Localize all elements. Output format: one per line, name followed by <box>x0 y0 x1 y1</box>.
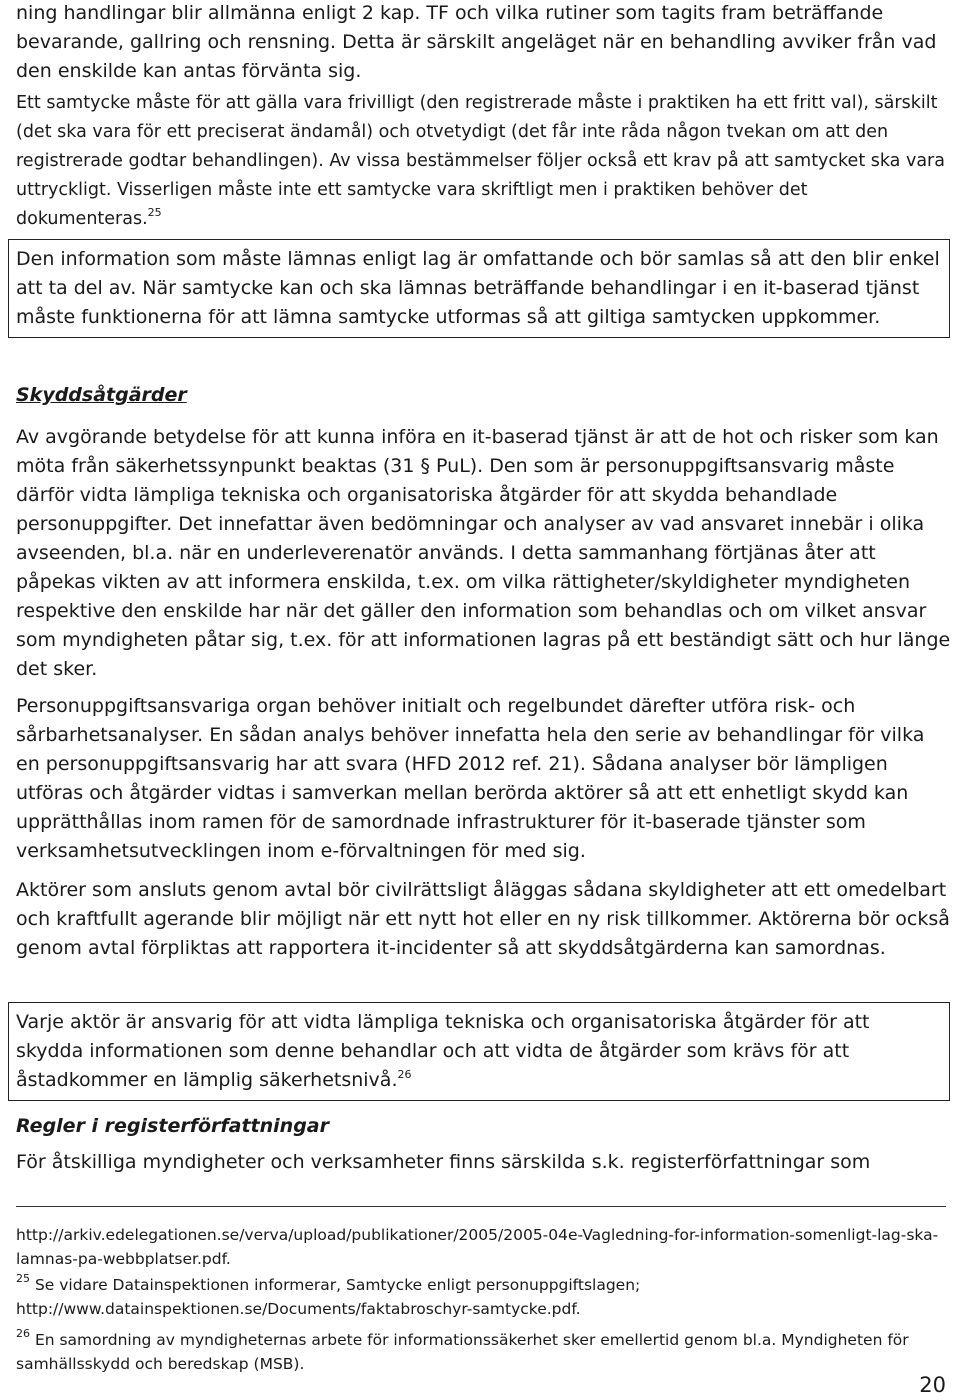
section-heading-safeguards: Skyddsåtgärder <box>16 384 187 406</box>
footnote-divider <box>16 1206 946 1207</box>
footnote-link[interactable]: http://arkiv.edelegationen.se/verva/upload/publikationer/2005/2005-04e-Vagledning-for-information-somenligt-lag-ska-lamnas-pa-webbplatser.pdf. <box>16 1226 939 1268</box>
paragraph-consent: Ett samtycke måste för att gälla vara frivilligt (den registrerade måste i praktiken ha ett fritt val), särskilt (det ska vara för ett preciserat ändamål) och otvetydigt (det får inte råda någon tvekan om att den registrerade godtar behandlingen). Av vissa bestämmelser följer också ett krav på att samtycket ska vara uttryckligt. Visserligen måste inte ett samtycke vara skriftligt men i praktiken behöver det dokumenteras.$^{25}$ <box>16 93 945 229</box>
footnote-ref-25[interactable]: 25 <box>147 206 162 219</box>
footnote-number: 26 <box>16 1327 30 1340</box>
box-text: Den information som måste lämnas enligt lag är omfattande och bör samlas så att den blir enkel att ta del av. När samtycke kan och ska lämnas beträffande behandlingar i en it-baserad tjänst måste funktionerna för att lämna samtycke utformas så att giltiga samtycken uppkommer. <box>16 248 940 328</box>
highlight-box-responsibility <box>8 1002 950 1101</box>
footnote-continuation <box>16 1223 946 1271</box>
paragraph-safeguards-1: Av avgörande betydelse för att kunna införa en it-baserad tjänst är att de hot och risker som kan möta från säkerhetssynpunkt beaktas (31 § PuL). Den som är personuppgiftsansvarig måste därför vidta lämpliga tekniska och organisatoriska åtgärder för att skydda behandlade personuppgifter. Det innefattar även bedömningar och analyser av vad ansvaret innebär i olika avseenden, bl.a. när en underleverenatör används. I detta sammanhang förtjänas åter att påpekas vikten av att informera enskilda, t.ex. om vilka rättigheter/skyldigheter myndigheten respektive den enskilde har när det gäller den information som behandlas och om vilket ansvar som myndigheten påtar sig, t.ex. för att informationen lagras på ett beständigt sätt och hur länge det sker. <box>16 426 951 680</box>
footnote-ref-26[interactable]: 26 <box>397 1068 412 1081</box>
footnote-25: $^{25}$ Se vidare Datainspektionen informerar, Samtycke enligt personuppgiftslagen; http://www.datainspektionen.se/Documents/faktabroschyr-samtycke.pdf. <box>16 1272 641 1318</box>
paragraph-safeguards-2: Personuppgiftsansvariga organ behöver initialt och regelbundet därefter utföra risk- och sårbarhetsanalyser. En sådan analys behöver innefatta hela den serie av behandlingar för vilka en personuppgiftsansvarig har att svara (HFD 2012 ref. 21). Sådana analyser bör lämpligen utföras och åtgärder vidtas i samverkan mellan berörda aktörer så att ett enhetligt skydd kan upprätthållas inom ramen för de samordnade infrastrukturer för it-baserade tjänster som verksamhetsutvecklingen inom e-förvaltningen för med sig. <box>16 695 925 862</box>
section-heading-registers: Regler i registerförfattningar <box>16 1115 329 1137</box>
box-text: Varje aktör är ansvarig för att vidta lämpliga tekniska och organisatoriska åtgärder för att skydda informationen som denne behandlar och att vidta de åtgärder som krävs för att åstadkommer en lämplig säkerhetsnivå. <box>16 1011 870 1091</box>
page-number: 20 <box>919 1373 946 1397</box>
paragraph-registers: För åtskilliga myndigheter och verksamheter finns särskilda s.k. registerförfattningar som <box>16 1151 871 1173</box>
paragraph-safeguards-3: Aktörer som ansluts genom avtal bör civilrättsligt åläggas sådana skyldigheter att ett omedelbart och kraftfullt agerande blir möjligt när ett nytt hot eller en ny risk tillkommer. Aktörerna bör också genom avtal förpliktas att rapportera it-incidenter så att skyddsåtgärderna kan samordnas. <box>16 879 950 959</box>
paragraph-continuation: ning handlingar blir allmänna enligt 2 kap. TF och vilka rutiner som tagits fram beträffande bevarande, gallring och rensning. Detta är särskilt angeläget när en behandling avviker från vad den enskilde kan antas förvänta sig. <box>16 2 937 82</box>
footnote-26: $^{26}$ En samordning av myndigheternas arbete för informationssäkerhet sker emellertid genom bl.a. Myndigheten för samhällsskydd och beredskap (MSB). <box>16 1327 909 1373</box>
footnote-number: 25 <box>16 1272 30 1285</box>
highlight-box-information <box>8 239 950 338</box>
